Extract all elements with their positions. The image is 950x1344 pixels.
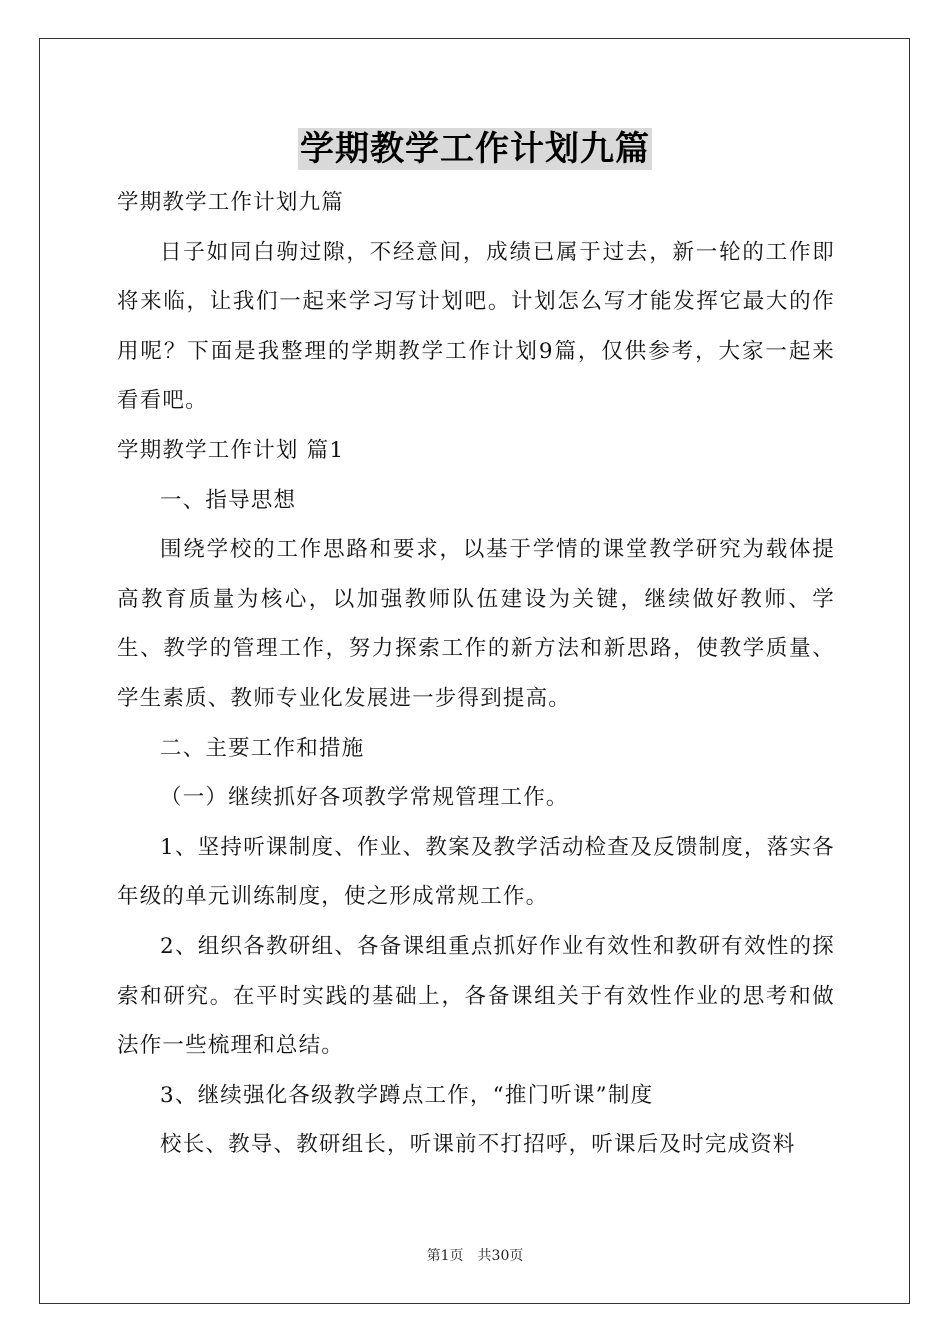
document-body — [117, 178, 835, 1170]
title-area — [0, 128, 950, 170]
paragraph: 围绕学校的工作思路和要求，以基于学情的课堂教学研究为载体提高教育质量为核心，以加强教师队伍建设为关键，继续做好教师、学生、教学的管理工作，努力探索工作的新方法和新思路，使教学质量、学生素质、教师专业化发展进一步得到提高。 — [117, 537, 835, 711]
paragraph: 3、继续强化各级教学蹲点工作，“推门听课”制度 — [160, 1082, 654, 1108]
paragraph: 2、组织各教研组、各备课组重点抓好作业有效性和教研有效性的探索和研究。在平时实践的基础上，各备课组关于有效性作业的思考和做法作一些梳理和总结。 — [117, 933, 835, 1059]
paragraph: 1、坚持听课制度、作业、教案及教学活动检查及反馈制度，落实各年级的单元训练制度，使之形成常规工作。 — [117, 834, 835, 910]
subsection-heading: （一）继续抓好各项教学常规管理工作。 — [160, 785, 569, 811]
page-number: 第1页 — [426, 1248, 464, 1264]
document-title: 学期教学工作计划九篇 — [300, 129, 650, 169]
section-heading: 学期教学工作计划 篇1 — [117, 437, 345, 463]
paragraph: 学期教学工作计划九篇 — [117, 190, 345, 215]
subsection-heading: 一、指导思想 — [160, 487, 297, 513]
subsection-heading: 二、主要工作和措施 — [160, 735, 365, 761]
paragraph: 校长、教导、教研组长，听课前不打招呼，听课后及时完成资料 — [160, 1132, 796, 1158]
paragraph: 日子如同白驹过隙，不经意间，成绩已属于过去，新一轮的工作即将来临，让我们一起来学习写计划吧。计划怎么写才能发挥它最大的作用呢？下面是我整理的学期教学工作计划9篇，仅供参考，大家一起来看看吧。 — [117, 239, 835, 414]
page-total: 共30页 — [477, 1248, 524, 1264]
page-footer — [0, 1245, 950, 1265]
